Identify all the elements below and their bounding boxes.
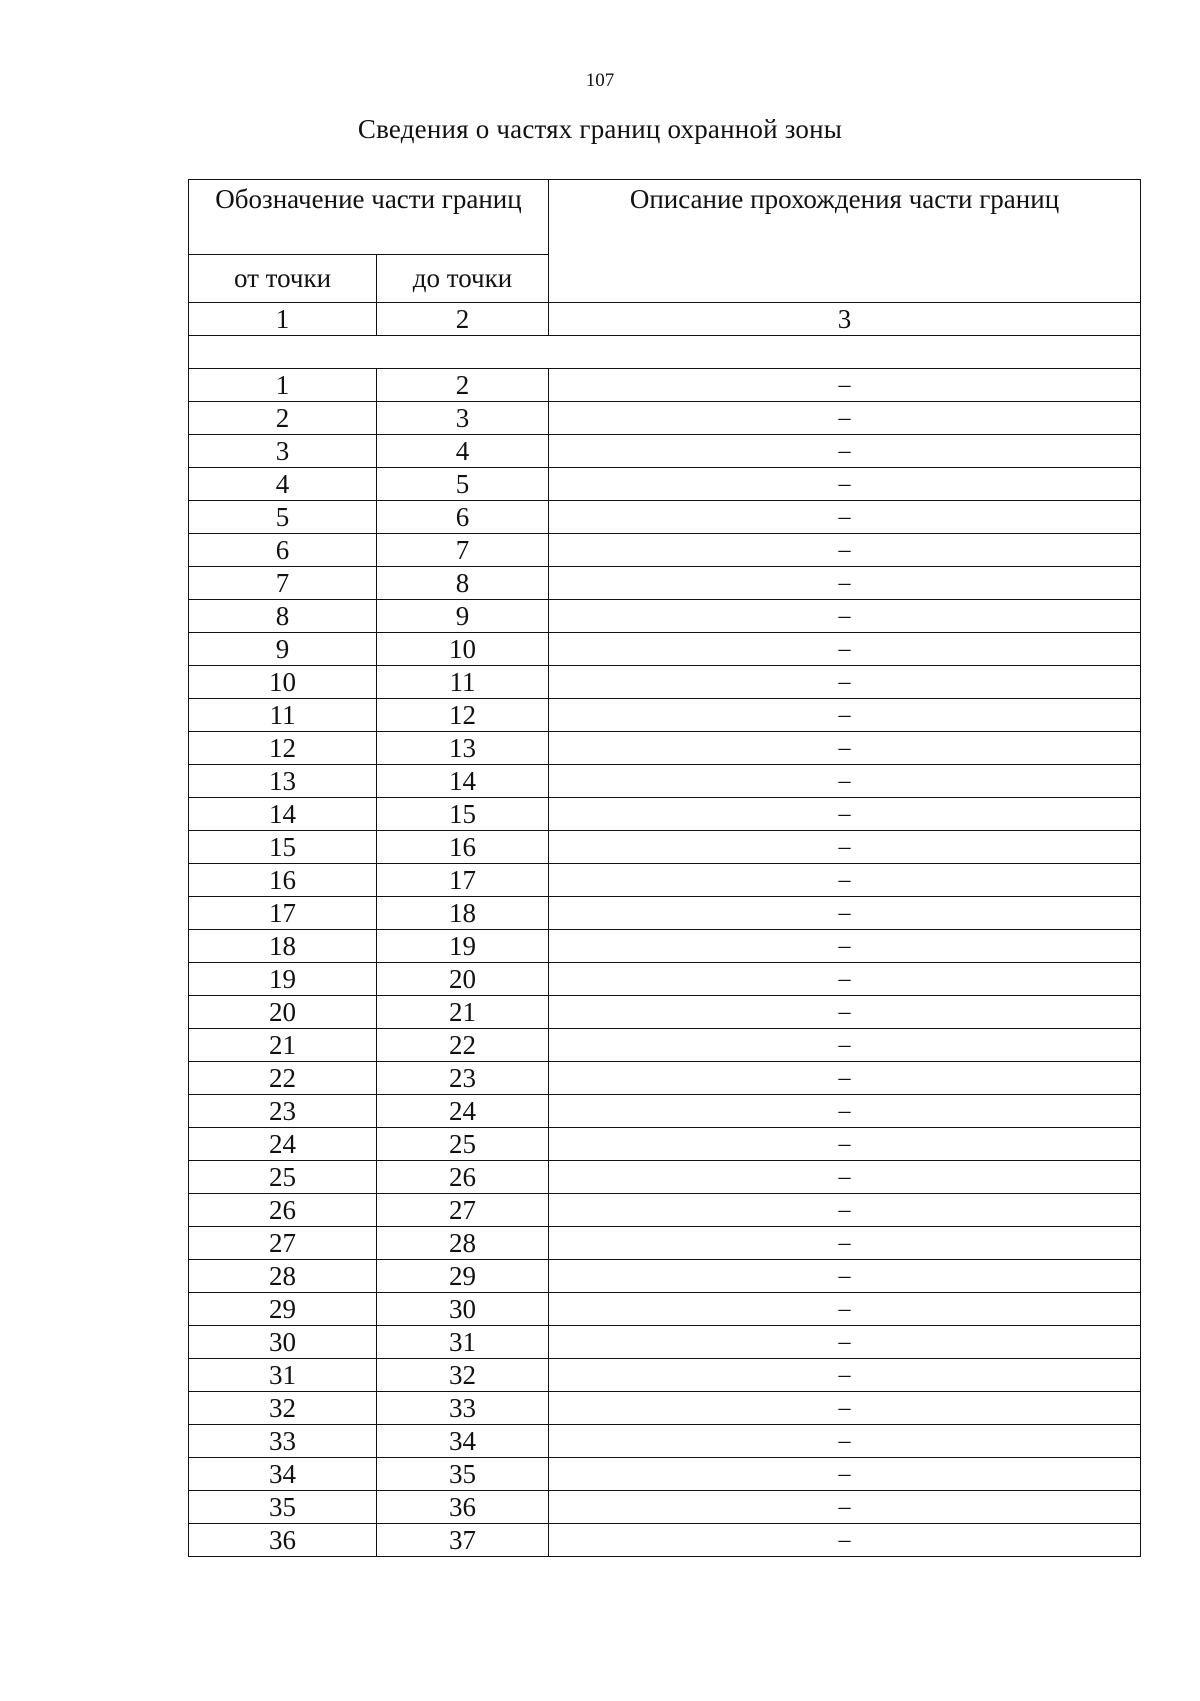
to-point-cell: 30 bbox=[377, 1293, 549, 1326]
table-row bbox=[189, 831, 1141, 864]
from-point-cell: 20 bbox=[189, 996, 377, 1029]
header-to-point: до точки bbox=[377, 255, 549, 303]
from-point-cell: 29 bbox=[189, 1293, 377, 1326]
from-point-cell: 32 bbox=[189, 1392, 377, 1425]
to-point-cell: 2 bbox=[377, 369, 549, 402]
from-point-cell: 10 bbox=[189, 666, 377, 699]
to-point-cell: 26 bbox=[377, 1161, 549, 1194]
table-header-row bbox=[189, 180, 1141, 255]
description-cell: – bbox=[549, 1095, 1141, 1128]
table-row bbox=[189, 798, 1141, 831]
table-row bbox=[189, 1161, 1141, 1194]
table-row bbox=[189, 666, 1141, 699]
description-cell: – bbox=[549, 831, 1141, 864]
to-point-cell: 5 bbox=[377, 468, 549, 501]
from-point-cell: 3 bbox=[189, 435, 377, 468]
to-point-cell: 10 bbox=[377, 633, 549, 666]
from-point-cell: 26 bbox=[189, 1194, 377, 1227]
from-point-cell: 24 bbox=[189, 1128, 377, 1161]
description-cell: – bbox=[549, 1227, 1141, 1260]
to-point-cell: 28 bbox=[377, 1227, 549, 1260]
description-cell: – bbox=[549, 1491, 1141, 1524]
description-cell: – bbox=[549, 1062, 1141, 1095]
description-cell: – bbox=[549, 930, 1141, 963]
from-point-cell: 11 bbox=[189, 699, 377, 732]
from-point-cell: 33 bbox=[189, 1425, 377, 1458]
table-row bbox=[189, 468, 1141, 501]
column-number-row bbox=[189, 303, 1141, 336]
from-point-cell: 4 bbox=[189, 468, 377, 501]
table-row bbox=[189, 402, 1141, 435]
boundary-parts-table bbox=[188, 179, 1141, 1557]
description-cell: – bbox=[549, 1524, 1141, 1557]
table-row bbox=[189, 732, 1141, 765]
table-row bbox=[189, 1227, 1141, 1260]
description-cell: – bbox=[549, 567, 1141, 600]
to-point-cell: 9 bbox=[377, 600, 549, 633]
table-row bbox=[189, 1194, 1141, 1227]
description-cell: – bbox=[549, 864, 1141, 897]
to-point-cell: 11 bbox=[377, 666, 549, 699]
to-point-cell: 16 bbox=[377, 831, 549, 864]
description-cell: – bbox=[549, 765, 1141, 798]
table-row bbox=[189, 1392, 1141, 1425]
description-cell: – bbox=[549, 633, 1141, 666]
table-row bbox=[189, 963, 1141, 996]
description-cell: – bbox=[549, 1194, 1141, 1227]
from-point-cell: 30 bbox=[189, 1326, 377, 1359]
from-point-cell: 31 bbox=[189, 1359, 377, 1392]
column-number: 2 bbox=[377, 303, 549, 336]
to-point-cell: 4 bbox=[377, 435, 549, 468]
header-boundary-designation: Обозначение части границ bbox=[189, 180, 549, 255]
description-cell: – bbox=[549, 732, 1141, 765]
to-point-cell: 23 bbox=[377, 1062, 549, 1095]
table-row bbox=[189, 1029, 1141, 1062]
header-boundary-description: Описание прохождения части границ bbox=[549, 180, 1141, 303]
table-row bbox=[189, 1491, 1141, 1524]
from-point-cell: 2 bbox=[189, 402, 377, 435]
to-point-cell: 25 bbox=[377, 1128, 549, 1161]
description-cell: – bbox=[549, 1260, 1141, 1293]
to-point-cell: 17 bbox=[377, 864, 549, 897]
to-point-cell: 33 bbox=[377, 1392, 549, 1425]
description-cell: – bbox=[549, 1392, 1141, 1425]
table-row bbox=[189, 1062, 1141, 1095]
from-point-cell: 6 bbox=[189, 534, 377, 567]
to-point-cell: 3 bbox=[377, 402, 549, 435]
table-row bbox=[189, 567, 1141, 600]
table-row bbox=[189, 633, 1141, 666]
description-cell: – bbox=[549, 1458, 1141, 1491]
from-point-cell: 27 bbox=[189, 1227, 377, 1260]
description-cell: – bbox=[549, 501, 1141, 534]
description-cell: – bbox=[549, 963, 1141, 996]
to-point-cell: 35 bbox=[377, 1458, 549, 1491]
from-point-cell: 12 bbox=[189, 732, 377, 765]
from-point-cell: 22 bbox=[189, 1062, 377, 1095]
document-title: Сведения о частях границ охранной зоны bbox=[357, 114, 843, 144]
description-cell: – bbox=[549, 996, 1141, 1029]
section-label bbox=[189, 336, 1141, 369]
table-row bbox=[189, 534, 1141, 567]
from-point-cell: 25 bbox=[189, 1161, 377, 1194]
description-cell: – bbox=[549, 1326, 1141, 1359]
to-point-cell: 24 bbox=[377, 1095, 549, 1128]
table-row bbox=[189, 996, 1141, 1029]
table-row bbox=[189, 501, 1141, 534]
description-cell: – bbox=[549, 1359, 1141, 1392]
page-number: 107 bbox=[585, 70, 615, 91]
from-point-cell: 13 bbox=[189, 765, 377, 798]
from-point-cell: 17 bbox=[189, 897, 377, 930]
from-point-cell: 15 bbox=[189, 831, 377, 864]
table-row bbox=[189, 1425, 1141, 1458]
from-point-cell: 21 bbox=[189, 1029, 377, 1062]
from-point-cell: 28 bbox=[189, 1260, 377, 1293]
description-cell: – bbox=[549, 699, 1141, 732]
description-cell: – bbox=[549, 468, 1141, 501]
column-number: 1 bbox=[189, 303, 377, 336]
to-point-cell: 31 bbox=[377, 1326, 549, 1359]
from-point-cell: 23 bbox=[189, 1095, 377, 1128]
table-row bbox=[189, 699, 1141, 732]
to-point-cell: 13 bbox=[377, 732, 549, 765]
to-point-cell: 12 bbox=[377, 699, 549, 732]
to-point-cell: 7 bbox=[377, 534, 549, 567]
description-cell: – bbox=[549, 798, 1141, 831]
to-point-cell: 29 bbox=[377, 1260, 549, 1293]
table-row bbox=[189, 1293, 1141, 1326]
table-row bbox=[189, 369, 1141, 402]
from-point-cell: 7 bbox=[189, 567, 377, 600]
table-row bbox=[189, 864, 1141, 897]
table-row bbox=[189, 930, 1141, 963]
from-point-cell: 1 bbox=[189, 369, 377, 402]
from-point-cell: 14 bbox=[189, 798, 377, 831]
header-from-point: от точки bbox=[189, 255, 377, 303]
table-row bbox=[189, 1095, 1141, 1128]
table-row bbox=[189, 435, 1141, 468]
to-point-cell: 20 bbox=[377, 963, 549, 996]
column-number: 3 bbox=[549, 303, 1141, 336]
table-row bbox=[189, 897, 1141, 930]
table-row bbox=[189, 600, 1141, 633]
to-point-cell: 36 bbox=[377, 1491, 549, 1524]
to-point-cell: 21 bbox=[377, 996, 549, 1029]
table-row bbox=[189, 765, 1141, 798]
description-cell: – bbox=[549, 897, 1141, 930]
description-cell: – bbox=[549, 534, 1141, 567]
from-point-cell: 9 bbox=[189, 633, 377, 666]
to-point-cell: 32 bbox=[377, 1359, 549, 1392]
to-point-cell: 34 bbox=[377, 1425, 549, 1458]
description-cell: – bbox=[549, 600, 1141, 633]
description-cell: – bbox=[549, 666, 1141, 699]
description-cell: – bbox=[549, 369, 1141, 402]
from-point-cell: 34 bbox=[189, 1458, 377, 1491]
table-row bbox=[189, 1359, 1141, 1392]
table-row bbox=[189, 1524, 1141, 1557]
table-row bbox=[189, 1260, 1141, 1293]
description-cell: – bbox=[549, 435, 1141, 468]
to-point-cell: 18 bbox=[377, 897, 549, 930]
to-point-cell: 22 bbox=[377, 1029, 549, 1062]
from-point-cell: 8 bbox=[189, 600, 377, 633]
from-point-cell: 36 bbox=[189, 1524, 377, 1557]
from-point-cell: 18 bbox=[189, 930, 377, 963]
from-point-cell: 5 bbox=[189, 501, 377, 534]
to-point-cell: 15 bbox=[377, 798, 549, 831]
from-point-cell: 16 bbox=[189, 864, 377, 897]
to-point-cell: 27 bbox=[377, 1194, 549, 1227]
description-cell: – bbox=[549, 402, 1141, 435]
description-cell: – bbox=[549, 1293, 1141, 1326]
to-point-cell: 14 bbox=[377, 765, 549, 798]
description-cell: – bbox=[549, 1161, 1141, 1194]
to-point-cell: 19 bbox=[377, 930, 549, 963]
section-row bbox=[189, 336, 1141, 369]
description-cell: – bbox=[549, 1425, 1141, 1458]
description-cell: – bbox=[549, 1128, 1141, 1161]
table-row bbox=[189, 1128, 1141, 1161]
to-point-cell: 6 bbox=[377, 501, 549, 534]
from-point-cell: 35 bbox=[189, 1491, 377, 1524]
to-point-cell: 8 bbox=[377, 567, 549, 600]
table-row bbox=[189, 1458, 1141, 1491]
description-cell: – bbox=[549, 1029, 1141, 1062]
to-point-cell: 37 bbox=[377, 1524, 549, 1557]
table-row bbox=[189, 1326, 1141, 1359]
from-point-cell: 19 bbox=[189, 963, 377, 996]
